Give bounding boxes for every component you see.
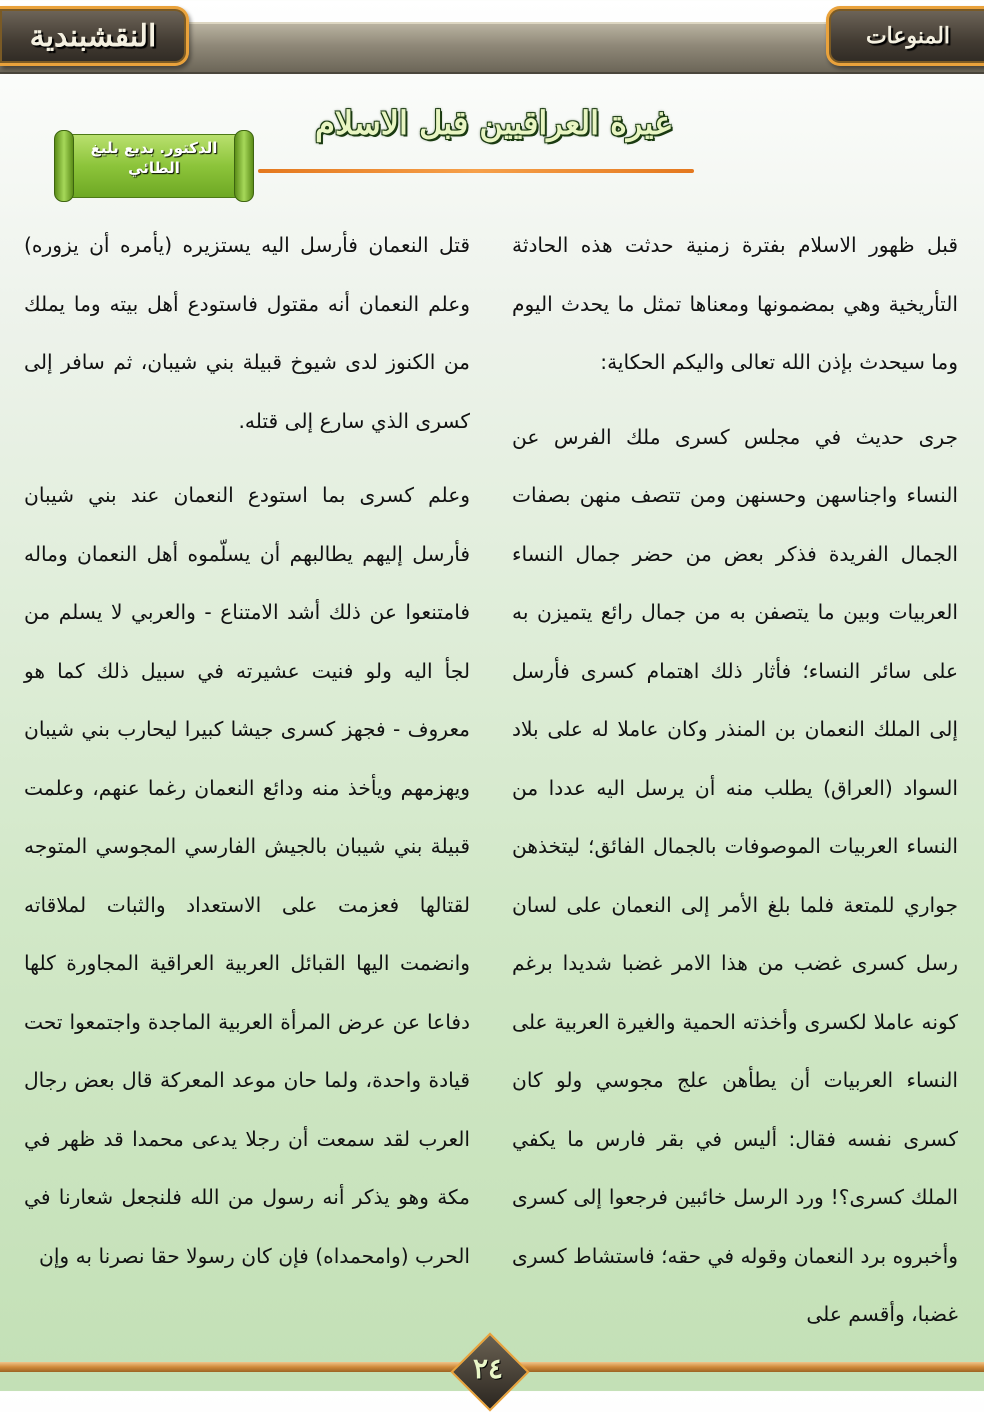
article-column-right <box>512 216 958 1344</box>
author-scroll <box>54 130 254 200</box>
page-number: ٢٤ <box>472 1352 504 1385</box>
section-label-badge <box>826 6 984 66</box>
article-title: غيرة العراقيين قبل الاسلام <box>315 104 671 142</box>
article-column-left <box>24 216 470 1285</box>
paragraph: قبل ظهور الاسلام بفترة زمنية حدثت هذه الحادثة التأريخية وهي بمضمونها ومعناها تمثل ما يحدث اليوم وما سيحدث بإذن الله تعالى واليكم الحكاية: <box>512 233 958 374</box>
paragraph: جرى حديث في مجلس كسرى ملك الفرس عن النساء واجناسهن وحسنهن ومن تتصف منهن بصفات الجمال الفريدة فذكر بعض من حضر جمال النساء العربيات وبين ما يتصفن به من جمال رائع يتميزن به على سائر النساء؛ فأثار ذلك اهتمام كسرى فأرسل إلى الملك النعمان بن المنذر وكان عاملا له على بلاد السواد (العراق) يطلب منه أن يرسل اليه عددا من النساء العربيات الموصوفات بالجمال الفائق؛ ليتخذهن جواري للمتعة فلما بلغ الأمر إلى النعمان على لسان رسل كسرى غضب من هذا الامر غضبا شديدا برغم كونه عاملا لكسرى وأخذته الحمية والغيرة العربية على النساء العربيات أن يطأهن علج مجوسي ولو كان كسرى نفسه فقال: أليس في بقر فارس ما يكفي الملك كسرى؟! ورد الرسل خائبين فرجعوا إلى كسرى وأخبروه برد النعمان وقوله في حقه؛ فاستشاط كسرى غضبا، وأقسم على <box>512 424 958 1326</box>
paragraph: قتل النعمان فأرسل اليه يستزيره (يأمره أن يزوره) وعلم النعمان أنه مقتول فاستودع أهل بيته وما يملك من الكنوز لدى شيوخ قبيلة بني شيبان، ثم سافر إلى كسرى الذي سارع إلى قتله. <box>24 233 470 433</box>
paragraph: وعلم كسرى بما استودع النعمان عند بني شيبان فأرسل إليهم يطالبهم أن يسلّموه أهل النعمان وماله فامتنعوا عن ذلك أشد الامتناع - والعربي لا يسلم من لجأ اليه ولو فنيت عشيرته في سبيل ذلك كما هو معروف - فجهز كسرى جيشا كبيرا ليحارب بني شيبان ويهزمهم ويأخذ منه ودائع النعمان رغما عنهم، وعلمت قبيلة بني شيبان بالجيش الفارسي المجوسي المتوجه لقتالها فعزمت على الاستعداد والثبات لملاقاته وانضمت اليها القبائل العربية العراقية المجاورة كلها دفاعا عن عرض المرأة العربية الماجدة واجتمعوا تحت قيادة واحدة، ولما حان موعد المعركة قال بعض رجال العرب لقد سمعت أن رجلا يدعى محمدا قد ظهر في مكة وهو يذكر أنه رسول من الله فلنجعل شعارنا في الحرب (وامحمداه) فإن كان رسولا حقا نصرنا به وإن <box>24 483 470 1268</box>
section-label: المنوعات <box>865 23 951 49</box>
title-underline <box>258 169 694 173</box>
scroll-roll-right <box>234 130 254 202</box>
magazine-name: النقشبندية <box>29 18 157 54</box>
page-footer <box>0 1344 984 1391</box>
author-name: الدكتور. بديع بليغ الطائي <box>90 139 218 177</box>
scroll-roll-left <box>54 130 74 202</box>
magazine-name-badge <box>0 6 189 66</box>
page-header <box>0 0 984 82</box>
